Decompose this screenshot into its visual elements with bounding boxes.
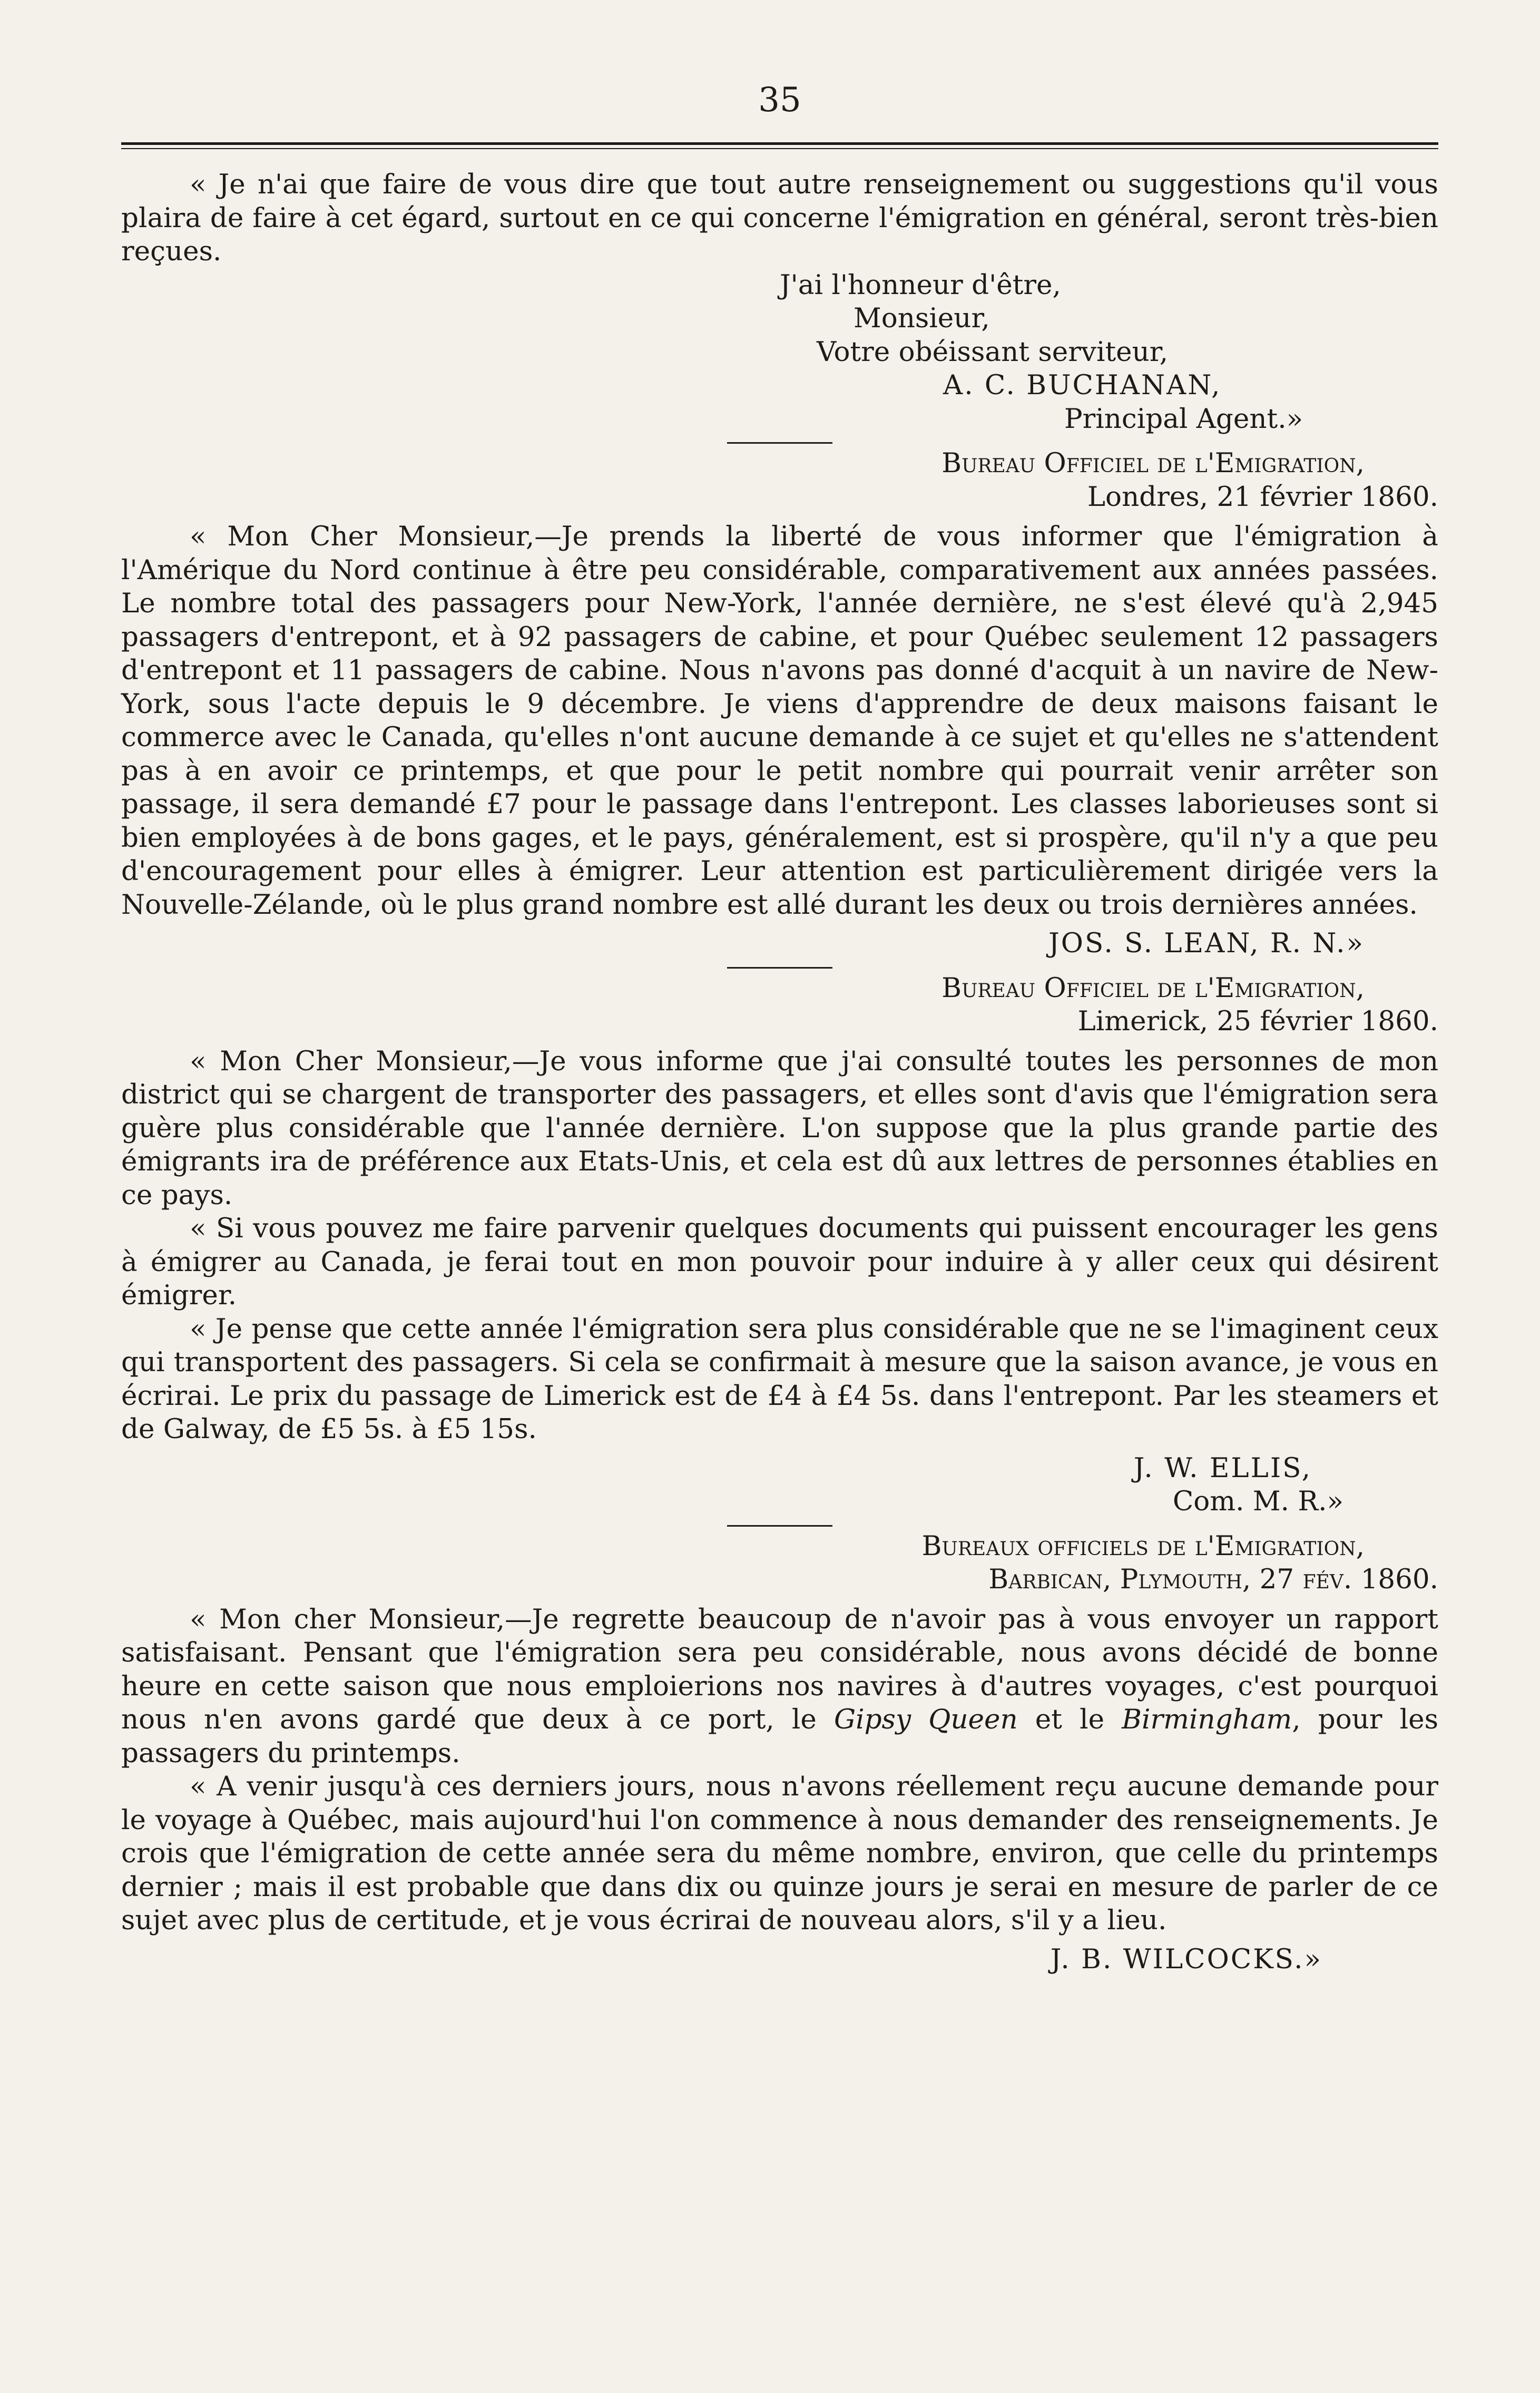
closing-line: J'ai l'honneur d'être, [780,269,1061,301]
dateline: Limerick, 25 février 1860. [1077,1005,1438,1037]
document-page [121,79,1438,2345]
letter-paragraph: « A venir jusqu'à ces derniers jours, nous n'avons réellement reçu aucune demande pour le voyage à Québec, mais aujourd'hui l'on commence à nous demander des renseignements. Je crois que l'émigration de cette année sera du même nombre, environ, que celle du printemps dernier ; mais il est probable que dans dix ou quinze jours je serai en mesure de parler de ce sujet avec plus de certitude, et je vous écrirai de nouveau alors, s'il y a lieu. [121,1771,1438,1936]
signer-name: JOS. S. LEAN, R. N.» [1048,927,1365,959]
header-rule-thin [121,148,1438,149]
letter-paragraph: « Mon Cher Monsieur,—Je vous informe que j'ai consulté toutes les personnes de mon district qui se chargent de transporter des passagers, et elles sont d'avis que l'émigration sera guère plus considérable que l'année dernière. L'on suppose que la plus grande partie des émigrants ira de préférence aux Etats-Unis, et cela est dû aux lettres de personnes établies en ce pays. [121,1045,1438,1211]
spacer [121,1597,1438,1603]
dateline: Barbican, Plymouth, 27 fév. 1860. [988,1564,1438,1595]
spacer [121,1039,1438,1045]
spacer [121,514,1438,520]
signer-name: J. B. WILCOCKS.» [1050,1943,1322,1975]
letter-body: « Mon Cher Monsieur,—Je prends la liberté de vous informer que l'émigration à l'Amérique du Nord continue à être peu considérable, comparativement aux années passées. Le nombre total des passagers pour New-York, l'année dernière, ne s'est élevé qu'à 2,945 passagers d'entrepont, et à 92 passagers de cabine, et pour Québec seulement 12 passagers d'entrepont et 11 passagers de cabine. Nous n'avons pas donné d'acquit à un navire de New-York, sous l'acte depuis le 9 décembre. Je viens d'apprendre de deux maisons faisant le commerce avec le Canada, qu'elles n'ont aucune demande à ce sujet et qu'elles ne s'attendent pas à en avoir ce printemps, et que pour le petit nombre qui pourrait venir arrêter son passage, il sera demandé £7 pour le passage dans l'entrepont. Les classes laborieuses sont si bien employées à de bons gages, et le pays, généralement, est si prospère, qu'il n'y a que peu d'encouragement pour elles à émigrer. Leur attention est particulièrement dirigée vers la Nouvelle-Zélande, où le plus grand nombre est allé durant les deux ou trois dernières années. [121,521,1438,921]
signer-name: J. W. ELLIS, [1133,1452,1312,1484]
paragraph-text: , pour les passagers du printemps. [121,1704,1439,1769]
office-heading: Bureau Officiel de l'Emigration, [941,972,1365,1004]
letter-paragraph: « Je pense que cette année l'émigration sera plus considérable que ne se l'imaginent ceux qui transportent des passagers. Si cela se confirmait à mesure que la saison avance, je vous en écrirai. Le prix du passage de Limerick est de £4 à £4 5s. dans l'entrepont. Par les steamers et de Galway, de £5 5s. à £5 15s. [121,1313,1438,1445]
section-divider [727,1525,832,1527]
closing-line: Votre obéissant serviteur, [817,336,1169,368]
letter-london [121,447,1438,961]
section-divider [727,967,832,969]
header-rule-thick [121,142,1438,145]
signer-role: Principal Agent.» [1064,403,1303,435]
letter-plymouth [121,1530,1438,1977]
signer-role: Com. M. R.» [1172,1486,1343,1517]
office-heading: Bureaux officiels de l'Emigration, [921,1530,1365,1562]
closing-line: Monsieur, [854,302,990,334]
letter-paragraph: « Si vous pouvez me faire parvenir quelques documents qui puissent encourager les gens à émigrer au Canada, je ferai tout en mon pouvoir pour induire à y aller ceux qui désirent émigrer. [121,1213,1438,1311]
signer-name: A. C. BUCHANAN, [943,369,1222,401]
letter-paragraph [121,1603,1438,1771]
office-heading: Bureau Officiel de l'Emigration, [941,447,1365,479]
paragraph-text: « Mon cher Monsieur,—Je regrette beaucoup de n'avoir pas à vous envoyer un rapport satisfaisant. Pensant que l'émigration sera peu considérable, nous avons décidé de bonne heure en cette saison que nous emploierions nos navires à d'autres voyages, c'est pourquoi nous n'en avons gardé que deux à ce port, le [121,1603,1438,1735]
section-divider [727,442,832,444]
ship-name: Gipsy Queen [833,1704,1018,1735]
dateline: Londres, 21 février 1860. [1087,481,1438,513]
letter-limerick [121,972,1438,1519]
letter-body: « Je n'ai que faire de vous dire que tout autre renseignement ou suggestions qu'il vous plaira de faire à cet égard, surtout en ce qui concerne l'émigration en général, seront très-bien reçues. [121,169,1438,267]
page-number: 35 [758,81,801,120]
ship-name: Birmingham [1122,1704,1292,1735]
letter-buchanan [121,168,1438,436]
paragraph-text: et le [1017,1704,1122,1735]
